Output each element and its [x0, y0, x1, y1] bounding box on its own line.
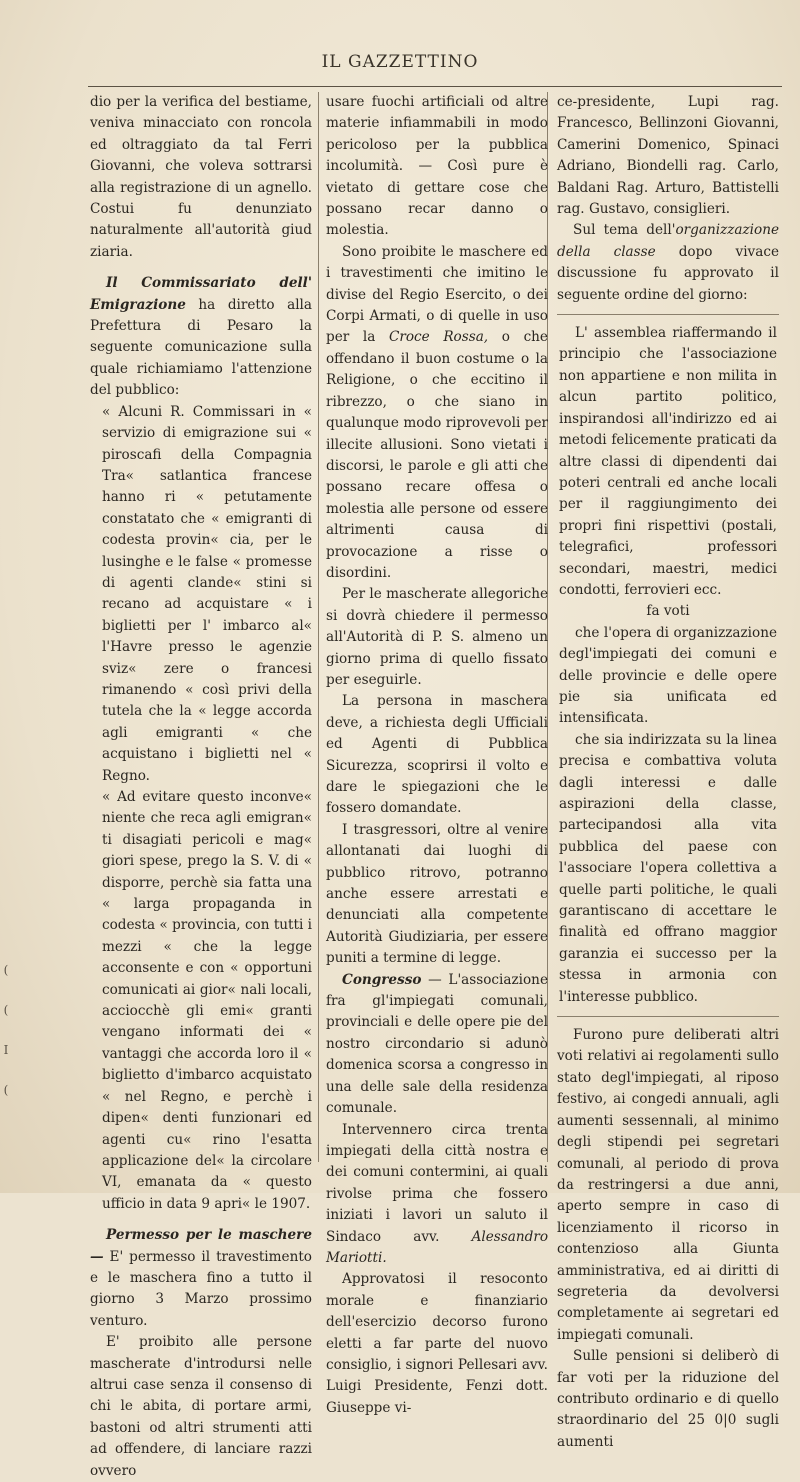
paragraph: I trasgressori, oltre al venire allontanati dai luoghi di pubblico ritrovo, potranno anche essere arrestati e denunciati alla competente Autorità Giudiziaria, per essere puniti a termine di legge. — [326, 821, 548, 967]
column-1 — [90, 92, 312, 1479]
margin-mark: ( — [3, 963, 9, 977]
paragraph-text: — L'associazione fra gl'impiegati comunali, provinciali e delle opere pie del nostro circondario si adunò domenica scorsa a congresso in una delle sale della residenza comunale. — [326, 971, 548, 1117]
section-heading: Permesso per le maschere — — [90, 1227, 312, 1265]
section-divider — [557, 314, 779, 315]
paragraph: La persona in maschera deve, a richiesta degli Ufficiali ed Agenti di Pubblica Sicurezza, scoprirsi il volto e dare le spiegazioni che le fossero domandate. — [326, 693, 548, 817]
margin-mark: I — [3, 1043, 9, 1057]
paragraph — [326, 1120, 548, 1270]
italic-text: organizzazione della classe — [557, 222, 779, 260]
paragraph — [90, 1225, 312, 1332]
paragraph-text: Sul tema dell' — [573, 222, 676, 239]
column-2 — [326, 92, 548, 1416]
paragraph: E' proibito alle persone mascherate d'introdursi nelle altrui case senza il consenso di chi le abita, di portare armi, bastoni od altri strumenti atti ad offendere, di lanciare razzi ovvero — [90, 1334, 312, 1479]
section-heading: Il Commissariato dell' Emigrazione — [90, 275, 312, 313]
resolution-paragraph: che sia indirizzata su la linea precisa e combattiva voluta dagli interessi e dalle aspirazioni della classe, partecipandosi alla vita pubblica del paese con l'associare l'opera collettiva a quelle parti politiche, le quali garantiscano di accettare le finalità ed offrano maggior garanzia ei successo per la stessa in armonia con l'interesse pubblico. — [559, 731, 777, 1005]
paragraph: Furono pure deliberati altri voti relativi ai regolamenti sullo stato degl'impiegati, al riposo festivo, ai congedi annuali, agli aumenti sessennali, al minimo degli stipendi pei segretari comunali, al periodo di prova da restringersi a due anni, aperto sempre in caso di licenziamento il ricorso in contenzioso alla Giunta amministrativa, ed ai diritti di segreteria da devolversi completamente ai segretari ed impiegati comunali. — [557, 1027, 779, 1343]
paragraph-text: ha diretto alla Prefettura di Pesaro la seguente comunicazione sulla quale richiamiamo l'attenzione del pubblico: — [90, 296, 312, 399]
paragraph: Per le mascherate allegoriche si dovrà chiedere il permesso all'Autorità di P. S. almeno un giorno prima di quello fissato per eseguirle. — [326, 586, 548, 688]
paragraph — [326, 970, 548, 1120]
paragraph-text: Intervennero circa trenta impiegati della città nostra e dei comuni contermini, ai quali rivolse prima che fossero iniziati i lavori un saluto il Sindaco avv. — [326, 1121, 548, 1245]
column-3 — [557, 92, 779, 1450]
paragraph: Approvatosi il resoconto morale e finanziario dell'esercizio decorso furono eletti a far parte del nuovo consiglio, i signori Pellesari avv. Luigi Presidente, Fenzi dott. Giuseppe vi- — [326, 1271, 548, 1416]
paragraph-text: dopo vivace discussione fu approvato il seguente ordine del giorno: — [557, 243, 779, 303]
resolution-paragraph: L' assemblea riaffermando il principio che l'associazione non appartiene e non milita in alcun partito politico, inspirandosi all'indirizzo ed ai metodi felicemente praticati da altre classi di dipendenti dai poteri centrali ed anche locali per il raggiungimento dei propri fini rispettivi (postali, telegrafici, professori secondari, maestri, medici condotti, ferrovieri ecc. — [559, 325, 777, 598]
margin-mark: ( — [3, 1083, 9, 1097]
paragraph-text: Sono proibite le maschere ed i travestimenti che imitino le divise del Regio Esercito, o dei Corpi Armati, o di quelle in uso per la — [326, 243, 548, 346]
section-heading: Congresso — [342, 971, 422, 988]
paragraph — [557, 220, 779, 306]
resolution-heading: fa voti — [646, 603, 690, 620]
paragraph: ce-presidente, Lupi rag. Francesco, Bellinzoni Giovanni, Camerini Domenico, Spinaci Adriano, Biondelli rag. Carlo, Baldani Rag. Arturo, Battistelli rag. Gustavo, consiglieri. — [557, 94, 779, 218]
paragraph — [90, 273, 312, 401]
italic-text: Croce Rossa, — [388, 329, 489, 346]
margin-marks — [0, 950, 12, 1110]
paragraph — [326, 242, 548, 585]
paragraph-text: o che offendano il buon costume o la Religione, o che eccitino il ribrezzo, o che siano in qualunque modo riprovevoli per illecite allusioni. Sono vietati i discorsi, le parole e gli atti che possano recare offesa o molestia alle persone od essere altrimenti causa di provocazione a risse o disordini. — [326, 329, 548, 581]
margin-mark: ( — [3, 1003, 9, 1017]
quoted-paragraph: « Alcuni R. Commissari in « servizio di emigrazione sui « piroscafi della Compagnia Tra« satlantica francese hanno ri « petutamente constatato che « emigranti di codesta provin« cia, per le lusinghe e le false « promesse di agenti clande« stini si recano ad acquistare « i biglietti per l' imbarco al« l'Havre presso le agenzie sviz« zere o francesi rimanendo « così privi della tutela che la « legge accorda agli emigranti « che acquistano i biglietti nel « Regno. — [102, 403, 312, 784]
header-rule — [88, 86, 782, 87]
italic-text: Alessandro Mariotti. — [326, 1228, 548, 1266]
page-header: IL GAZZETTINO — [321, 52, 479, 72]
paragraph: usare fuochi artificiali od altre materie infiammabili in modo pericoloso per la pubblica incolumità. — Così pure è vietato di gettare cose che possano recar danno o molestia. — [326, 94, 548, 239]
paragraph: Sulle pensioni si deliberò di far voti per la riduzione del contributo ordinario e di quello straordinario del 25 0|0 sugli aumenti — [557, 1348, 779, 1450]
quoted-paragraph: « Ad evitare questo inconve« niente che reca agli emigran« ti disagiati pericoli e mag« giori spese, prego la S. V. di « disporre, perchè sia fatta una « larga propaganda in codesta « provincia, con tutti i mezzi « che la legge acconsente e con « opportuni comunicati ai gior« nali locali, acciocchè gli emi« granti vengano informati dei « vantaggi che accorda loro il « biglietto d'imbarco acquistato « nel Regno, e perchè i dipen« denti funzionari ed agenti cu« rino l'esatta applicazione del« la circolare VI, emanata da « questo ufficio in data 9 apri« le 1907. — [102, 789, 312, 1212]
resolution-paragraph: che l'opera di organizzazione degl'impiegati dei comuni e delle provincie e delle opere pie sia unificata ed intensificata. — [559, 624, 777, 727]
column-divider — [318, 92, 319, 1162]
paragraph: dio per la verifica del bestiame, veniva minacciato con roncola ed oltraggiato da tal Ferri Giovanni, che voleva sottrarsi alla registrazione di un agnello. Costui fu denunziato naturalmente all'autorità giud ziaria. — [90, 94, 312, 260]
paragraph-text: E' permesso il travestimento e le maschera fino a tutto il giorno 3 Marzo prossimo venturo. — [90, 1248, 312, 1329]
section-divider — [557, 1016, 779, 1017]
